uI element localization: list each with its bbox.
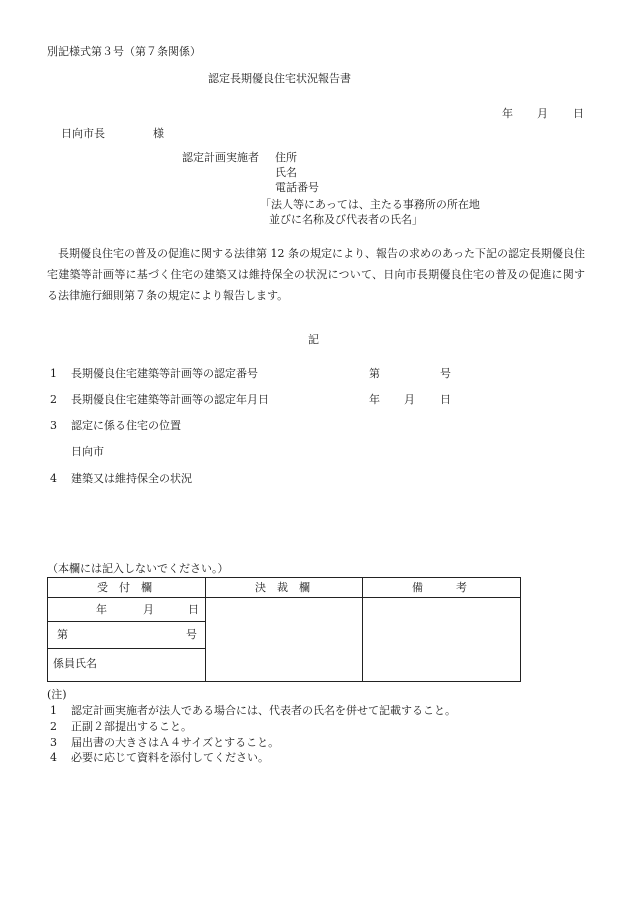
item-number: 4 — [50, 472, 57, 485]
address-label: 住所 — [275, 151, 297, 164]
addressee-honorific: 様 — [153, 127, 164, 140]
table-column-divider — [362, 577, 363, 682]
reception-row-divider — [47, 648, 205, 649]
cert-date-day: 日 — [440, 393, 451, 406]
item-label-location: 認定に係る住宅の位置 — [71, 419, 181, 432]
applicant-role: 認定計画実施者 — [182, 151, 259, 164]
cert-number-prefix: 第 — [369, 367, 380, 380]
approval-column-header: 決 裁 欄 — [255, 581, 310, 594]
note-number: 1 — [50, 704, 57, 717]
reception-number-suffix: 号 — [186, 628, 197, 641]
location-city: 日向市 — [71, 445, 104, 458]
reception-column-header: 受 付 欄 — [97, 581, 152, 594]
item-number: 3 — [50, 419, 57, 432]
cert-date-year: 年 — [369, 393, 380, 406]
item-number: 2 — [50, 393, 57, 406]
note-text: 正副２部提出すること。 — [71, 720, 192, 733]
note-text: 必要に応じて資料を添付してください。 — [71, 751, 269, 764]
phone-label: 電話番号 — [275, 181, 319, 194]
name-label: 氏名 — [275, 166, 297, 179]
table-column-divider — [205, 577, 206, 682]
item-label-cert-date: 長期優良住宅建築等計画等の認定年月日 — [71, 393, 269, 406]
date-day-label: 日 — [573, 107, 584, 120]
addressee-name: 日向市長 — [61, 127, 105, 140]
reception-row-divider — [47, 621, 205, 622]
corporate-note-line1: 「法人等にあっては、主たる事務所の所在地 — [260, 198, 480, 211]
note-text: 認定計画実施者が法人である場合には、代表者の氏名を併せて記載すること。 — [71, 704, 456, 717]
remarks-column-header: 備 考 — [412, 581, 467, 594]
note-number: 3 — [50, 736, 57, 749]
ki-marker: 記 — [308, 333, 319, 346]
note-text: 届出書の大きさはＡ４サイズとすること。 — [71, 736, 280, 749]
notes-heading: (注) — [47, 688, 67, 701]
reception-date-month: 月 — [143, 603, 154, 616]
item-number: 1 — [50, 367, 57, 380]
item-label-cert-number: 長期優良住宅建築等計画等の認定番号 — [71, 367, 258, 380]
office-table-caption: （本欄には記入しないでください。） — [47, 562, 229, 575]
report-body-text: 長期優良住宅の普及の促進に関する法律第 12 条の規定により、報告の求めのあった下記の認定長期優良住宅建築等計画等に基づく住宅の建築又は維持保全の状況について、日向市長期優良住宅の普及の促進に関する法律施行細則第７条の規定により報告します。 — [47, 247, 585, 302]
item-label-status: 建築又は維持保全の状況 — [71, 472, 192, 485]
cert-date-month: 月 — [404, 393, 415, 406]
date-month-label: 月 — [537, 107, 548, 120]
reception-number-prefix: 第 — [57, 628, 68, 641]
cert-number-suffix: 号 — [440, 367, 451, 380]
document-title: 認定長期優良住宅状況報告書 — [208, 72, 351, 85]
table-header-divider — [47, 597, 521, 598]
note-number: 4 — [50, 751, 57, 764]
date-year-label: 年 — [502, 107, 513, 120]
officer-name-label: 係員氏名 — [53, 657, 97, 670]
form-number: 別記様式第３号（第７条関係） — [47, 45, 201, 58]
reception-date-year: 年 — [96, 603, 107, 616]
corporate-note-line2: 並びに名称及び代表者の氏名」 — [269, 213, 423, 226]
note-number: 2 — [50, 720, 57, 733]
reception-date-day: 日 — [188, 603, 199, 616]
